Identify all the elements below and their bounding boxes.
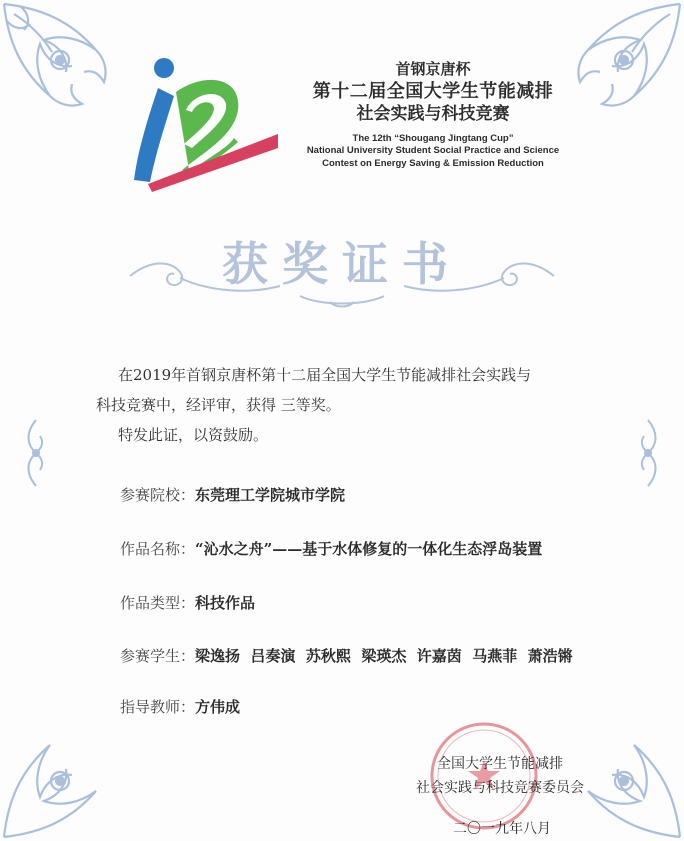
award-statement-line2: 科技竞赛中，经评审，获得 三等奖。 (96, 396, 341, 414)
issue-date: 二〇一九年八月 (453, 821, 551, 837)
header-block (268, 60, 598, 170)
students-field (120, 645, 573, 666)
side-ornament-left (22, 418, 48, 488)
students-value: 梁逸扬 吕奏演 苏秋熙 梁瑛杰 许嘉茵 马燕菲 萧浩锵 (195, 647, 573, 665)
side-ornament-right (636, 418, 662, 488)
school-label: 参赛院校： (120, 486, 196, 504)
award-statement-line3: 特发此证，以资鼓励。 (118, 426, 269, 444)
school-field (120, 484, 345, 505)
advisor-value: 方伟成 (195, 698, 241, 716)
work-title-label: 作品名称： (120, 540, 196, 558)
work-type-value: 科技作品 (195, 594, 256, 612)
advisor-label: 指导教师： (120, 698, 196, 716)
english-title-line3: Contest on Energy Saving & Emission Reduction (322, 157, 544, 169)
work-title-field (120, 538, 542, 559)
issuer-line2: 社会实践与科技竞赛委员会 (416, 780, 584, 796)
contest-logo-icon (130, 52, 280, 192)
corner-ornament-top-left (0, 0, 140, 140)
award-statement (96, 360, 596, 450)
certificate-title: 获奖证书 (222, 237, 462, 291)
contest-name-line2: 社会实践与科技竞赛 (356, 103, 510, 124)
school-value: 东莞理工学院城市学院 (195, 486, 346, 504)
work-type-field (120, 592, 255, 613)
certificate-title-area (0, 220, 684, 310)
students-label: 参赛学生： (120, 647, 196, 665)
work-type-label: 作品类型： (120, 594, 196, 612)
advisor-field (120, 696, 240, 717)
work-title-value: “沁水之舟”——基于水体修复的一体化生态浮岛装置 (195, 540, 543, 558)
corner-ornament-bottom-left (0, 701, 140, 841)
english-title-line1: The 12th “Shougang Jingtang Cup” (352, 132, 514, 144)
cup-name: 首钢京唐杯 (395, 60, 471, 78)
issuer-organization (400, 752, 600, 800)
contest-name-line1: 第十二届全国大学生节能减排 (312, 80, 554, 102)
award-statement-line1: 在2019年首钢京唐杯第十二届全国大学生节能减排社会实践与 (118, 366, 532, 384)
english-title-line2: National University Student Social Practice and Science (306, 145, 560, 157)
issuer-line1: 全国大学生节能减排 (437, 756, 563, 772)
